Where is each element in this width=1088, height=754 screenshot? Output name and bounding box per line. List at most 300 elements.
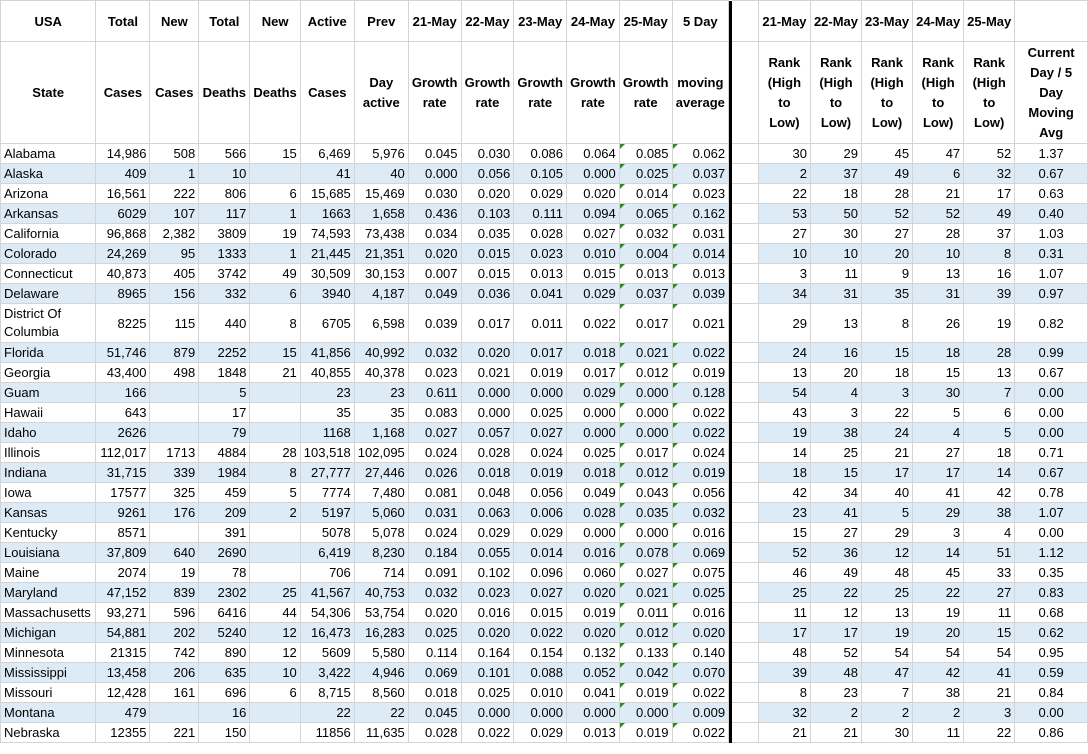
- cell-state[interactable]: Guam: [1, 383, 96, 403]
- cell-g5[interactable]: 0.013: [619, 264, 672, 284]
- cell-new-deaths[interactable]: 10: [250, 663, 300, 683]
- cell-g2[interactable]: 0.164: [461, 643, 514, 663]
- cell-total-deaths[interactable]: 3809: [199, 224, 250, 244]
- cell-active-cases[interactable]: 3940: [300, 284, 354, 304]
- cell-g4[interactable]: 0.013: [567, 723, 620, 743]
- cell-g2[interactable]: 0.020: [461, 184, 514, 204]
- cell-g3[interactable]: 0.022: [514, 623, 567, 643]
- cell-prev-active[interactable]: 714: [354, 563, 408, 583]
- cell-r4[interactable]: 2: [913, 703, 964, 723]
- cell-r3[interactable]: 8: [862, 304, 913, 343]
- cell-total-cases[interactable]: 14,986: [96, 144, 150, 164]
- cell-prev-active[interactable]: 40,753: [354, 583, 408, 603]
- cell-total-deaths[interactable]: 4884: [199, 443, 250, 463]
- cell-r4[interactable]: 26: [913, 304, 964, 343]
- cell-total-cases[interactable]: 13,458: [96, 663, 150, 683]
- cell-active-cases[interactable]: 15,685: [300, 184, 354, 204]
- cell-r1[interactable]: 14: [758, 443, 810, 463]
- cell-prev-active[interactable]: 35: [354, 403, 408, 423]
- cell-ratio[interactable]: 0.78: [1015, 483, 1088, 503]
- cell-ma[interactable]: 0.031: [672, 224, 729, 244]
- cell-r4[interactable]: 10: [913, 244, 964, 264]
- cell-total-deaths[interactable]: 150: [199, 723, 250, 743]
- cell-r3[interactable]: 29: [862, 523, 913, 543]
- cell-r3[interactable]: 20: [862, 244, 913, 264]
- cell-r2[interactable]: 41: [810, 503, 861, 523]
- cell-ma[interactable]: 0.062: [672, 144, 729, 164]
- cell-r2[interactable]: 34: [810, 483, 861, 503]
- cell-g2[interactable]: 0.103: [461, 204, 514, 224]
- cell-g5[interactable]: 0.000: [619, 423, 672, 443]
- cell-total-deaths[interactable]: 459: [199, 483, 250, 503]
- cell-total-cases[interactable]: 409: [96, 164, 150, 184]
- cell-g2[interactable]: 0.030: [461, 144, 514, 164]
- cell-r3[interactable]: 7: [862, 683, 913, 703]
- cell-g5[interactable]: 0.025: [619, 164, 672, 184]
- cell-g4[interactable]: 0.020: [567, 583, 620, 603]
- cell-total-cases[interactable]: 54,881: [96, 623, 150, 643]
- cell-total-deaths[interactable]: 5: [199, 383, 250, 403]
- cell-total-cases[interactable]: 43,400: [96, 363, 150, 383]
- cell-r5[interactable]: 21: [964, 683, 1015, 703]
- cell-r1[interactable]: 18: [758, 463, 810, 483]
- cell-g1[interactable]: 0.083: [408, 403, 461, 423]
- cell-g1[interactable]: 0.032: [408, 343, 461, 363]
- cell-g5[interactable]: 0.085: [619, 144, 672, 164]
- cell-total-cases[interactable]: 96,868: [96, 224, 150, 244]
- cell-r3[interactable]: 5: [862, 503, 913, 523]
- cell-ratio[interactable]: 0.00: [1015, 423, 1088, 443]
- cell-r4[interactable]: 11: [913, 723, 964, 743]
- cell-g3[interactable]: 0.028: [514, 224, 567, 244]
- cell-ratio[interactable]: 0.95: [1015, 643, 1088, 663]
- cell-g4[interactable]: 0.018: [567, 463, 620, 483]
- cell-ma[interactable]: 0.021: [672, 304, 729, 343]
- cell-g1[interactable]: 0.000: [408, 164, 461, 184]
- cell-ma[interactable]: 0.020: [672, 623, 729, 643]
- cell-ma[interactable]: 0.014: [672, 244, 729, 264]
- cell-active-cases[interactable]: 22: [300, 703, 354, 723]
- cell-new-cases[interactable]: 596: [150, 603, 199, 623]
- cell-r4[interactable]: 19: [913, 603, 964, 623]
- cell-r1[interactable]: 25: [758, 583, 810, 603]
- cell-state[interactable]: Kansas: [1, 503, 96, 523]
- cell-g2[interactable]: 0.018: [461, 463, 514, 483]
- cell-total-cases[interactable]: 112,017: [96, 443, 150, 463]
- cell-prev-active[interactable]: 6,598: [354, 304, 408, 343]
- cell-new-cases[interactable]: 1713: [150, 443, 199, 463]
- cell-g1[interactable]: 0.032: [408, 583, 461, 603]
- cell-r1[interactable]: 48: [758, 643, 810, 663]
- cell-ratio[interactable]: 0.67: [1015, 164, 1088, 184]
- cell-g3[interactable]: 0.010: [514, 683, 567, 703]
- cell-g1[interactable]: 0.030: [408, 184, 461, 204]
- cell-ratio[interactable]: 0.00: [1015, 703, 1088, 723]
- cell-ma[interactable]: 0.009: [672, 703, 729, 723]
- cell-r5[interactable]: 18: [964, 443, 1015, 463]
- cell-total-deaths[interactable]: 2252: [199, 343, 250, 363]
- cell-g4[interactable]: 0.000: [567, 523, 620, 543]
- cell-prev-active[interactable]: 40,992: [354, 343, 408, 363]
- cell-r1[interactable]: 24: [758, 343, 810, 363]
- cell-r5[interactable]: 14: [964, 463, 1015, 483]
- cell-g4[interactable]: 0.000: [567, 423, 620, 443]
- cell-ma[interactable]: 0.025: [672, 583, 729, 603]
- cell-new-deaths[interactable]: [250, 723, 300, 743]
- cell-g1[interactable]: 0.031: [408, 503, 461, 523]
- cell-r3[interactable]: 28: [862, 184, 913, 204]
- cell-g4[interactable]: 0.022: [567, 304, 620, 343]
- cell-g1[interactable]: 0.049: [408, 284, 461, 304]
- cell-state[interactable]: Maine: [1, 563, 96, 583]
- cell-g4[interactable]: 0.018: [567, 343, 620, 363]
- cell-total-deaths[interactable]: 890: [199, 643, 250, 663]
- cell-r3[interactable]: 2: [862, 703, 913, 723]
- cell-r5[interactable]: 13: [964, 363, 1015, 383]
- cell-r4[interactable]: 30: [913, 383, 964, 403]
- cell-r1[interactable]: 8: [758, 683, 810, 703]
- cell-prev-active[interactable]: 11,635: [354, 723, 408, 743]
- cell-r2[interactable]: 27: [810, 523, 861, 543]
- cell-g3[interactable]: 0.017: [514, 343, 567, 363]
- cell-new-deaths[interactable]: 5: [250, 483, 300, 503]
- cell-g4[interactable]: 0.000: [567, 164, 620, 184]
- cell-new-cases[interactable]: [150, 703, 199, 723]
- cell-total-cases[interactable]: 47,152: [96, 583, 150, 603]
- cell-new-cases[interactable]: 879: [150, 343, 199, 363]
- cell-ma[interactable]: 0.022: [672, 723, 729, 743]
- cell-r1[interactable]: 10: [758, 244, 810, 264]
- cell-state[interactable]: Connecticut: [1, 264, 96, 284]
- cell-g5[interactable]: 0.133: [619, 643, 672, 663]
- cell-active-cases[interactable]: 103,518: [300, 443, 354, 463]
- cell-active-cases[interactable]: 6,469: [300, 144, 354, 164]
- cell-active-cases[interactable]: 41,856: [300, 343, 354, 363]
- cell-state[interactable]: Arizona: [1, 184, 96, 204]
- cell-new-deaths[interactable]: 19: [250, 224, 300, 244]
- cell-g5[interactable]: 0.035: [619, 503, 672, 523]
- cell-r3[interactable]: 30: [862, 723, 913, 743]
- cell-g5[interactable]: 0.004: [619, 244, 672, 264]
- cell-active-cases[interactable]: 1168: [300, 423, 354, 443]
- cell-new-deaths[interactable]: 12: [250, 623, 300, 643]
- cell-g5[interactable]: 0.000: [619, 523, 672, 543]
- cell-g4[interactable]: 0.064: [567, 144, 620, 164]
- cell-g5[interactable]: 0.043: [619, 483, 672, 503]
- cell-r5[interactable]: 39: [964, 284, 1015, 304]
- cell-r2[interactable]: 48: [810, 663, 861, 683]
- cell-r4[interactable]: 15: [913, 363, 964, 383]
- cell-total-deaths[interactable]: 1333: [199, 244, 250, 264]
- cell-g4[interactable]: 0.029: [567, 383, 620, 403]
- cell-r1[interactable]: 23: [758, 503, 810, 523]
- cell-total-cases[interactable]: 51,746: [96, 343, 150, 363]
- cell-ratio[interactable]: 0.71: [1015, 443, 1088, 463]
- cell-g2[interactable]: 0.016: [461, 603, 514, 623]
- cell-ratio[interactable]: 1.03: [1015, 224, 1088, 244]
- cell-r2[interactable]: 21: [810, 723, 861, 743]
- cell-new-deaths[interactable]: 6: [250, 284, 300, 304]
- cell-prev-active[interactable]: 4,946: [354, 663, 408, 683]
- cell-g3[interactable]: 0.000: [514, 383, 567, 403]
- cell-total-deaths[interactable]: 16: [199, 703, 250, 723]
- cell-new-deaths[interactable]: 28: [250, 443, 300, 463]
- cell-g3[interactable]: 0.096: [514, 563, 567, 583]
- cell-g1[interactable]: 0.020: [408, 244, 461, 264]
- cell-ma[interactable]: 0.128: [672, 383, 729, 403]
- cell-g4[interactable]: 0.094: [567, 204, 620, 224]
- cell-g1[interactable]: 0.007: [408, 264, 461, 284]
- cell-r4[interactable]: 28: [913, 224, 964, 244]
- cell-r3[interactable]: 24: [862, 423, 913, 443]
- cell-r1[interactable]: 19: [758, 423, 810, 443]
- cell-total-deaths[interactable]: 332: [199, 284, 250, 304]
- cell-active-cases[interactable]: 27,777: [300, 463, 354, 483]
- cell-state[interactable]: California: [1, 224, 96, 244]
- cell-r1[interactable]: 52: [758, 543, 810, 563]
- cell-r1[interactable]: 3: [758, 264, 810, 284]
- cell-total-cases[interactable]: 6029: [96, 204, 150, 224]
- cell-g3[interactable]: 0.011: [514, 304, 567, 343]
- cell-new-deaths[interactable]: 1: [250, 244, 300, 264]
- cell-r5[interactable]: 54: [964, 643, 1015, 663]
- cell-r2[interactable]: 31: [810, 284, 861, 304]
- cell-g1[interactable]: 0.024: [408, 443, 461, 463]
- cell-state[interactable]: Alabama: [1, 144, 96, 164]
- cell-ratio[interactable]: 0.00: [1015, 383, 1088, 403]
- cell-ratio[interactable]: 1.07: [1015, 503, 1088, 523]
- cell-prev-active[interactable]: 1,658: [354, 204, 408, 224]
- cell-r3[interactable]: 21: [862, 443, 913, 463]
- cell-active-cases[interactable]: 35: [300, 403, 354, 423]
- cell-total-deaths[interactable]: 391: [199, 523, 250, 543]
- cell-r5[interactable]: 42: [964, 483, 1015, 503]
- cell-new-cases[interactable]: 640: [150, 543, 199, 563]
- cell-total-cases[interactable]: 8571: [96, 523, 150, 543]
- cell-state[interactable]: Delaware: [1, 284, 96, 304]
- cell-new-deaths[interactable]: [250, 164, 300, 184]
- cell-r3[interactable]: 40: [862, 483, 913, 503]
- cell-r5[interactable]: 32: [964, 164, 1015, 184]
- cell-r4[interactable]: 47: [913, 144, 964, 164]
- cell-r1[interactable]: 29: [758, 304, 810, 343]
- cell-r4[interactable]: 52: [913, 204, 964, 224]
- cell-g4[interactable]: 0.020: [567, 184, 620, 204]
- cell-new-cases[interactable]: 1: [150, 164, 199, 184]
- cell-g2[interactable]: 0.017: [461, 304, 514, 343]
- cell-ratio[interactable]: 0.99: [1015, 343, 1088, 363]
- cell-new-cases[interactable]: 742: [150, 643, 199, 663]
- cell-g3[interactable]: 0.086: [514, 144, 567, 164]
- cell-state[interactable]: Montana: [1, 703, 96, 723]
- cell-g2[interactable]: 0.000: [461, 383, 514, 403]
- cell-active-cases[interactable]: 6,419: [300, 543, 354, 563]
- cell-g4[interactable]: 0.015: [567, 264, 620, 284]
- cell-active-cases[interactable]: 5197: [300, 503, 354, 523]
- cell-r5[interactable]: 6: [964, 403, 1015, 423]
- cell-state[interactable]: Massachusetts: [1, 603, 96, 623]
- cell-new-cases[interactable]: 508: [150, 144, 199, 164]
- cell-active-cases[interactable]: 1663: [300, 204, 354, 224]
- cell-total-deaths[interactable]: 6416: [199, 603, 250, 623]
- cell-r4[interactable]: 22: [913, 583, 964, 603]
- cell-state[interactable]: Iowa: [1, 483, 96, 503]
- cell-r3[interactable]: 19: [862, 623, 913, 643]
- cell-prev-active[interactable]: 53,754: [354, 603, 408, 623]
- cell-r1[interactable]: 46: [758, 563, 810, 583]
- cell-new-deaths[interactable]: 6: [250, 683, 300, 703]
- cell-total-deaths[interactable]: 3742: [199, 264, 250, 284]
- cell-ratio[interactable]: 0.67: [1015, 363, 1088, 383]
- cell-r1[interactable]: 53: [758, 204, 810, 224]
- cell-g4[interactable]: 0.025: [567, 443, 620, 463]
- cell-r5[interactable]: 51: [964, 543, 1015, 563]
- cell-r5[interactable]: 38: [964, 503, 1015, 523]
- cell-r3[interactable]: 45: [862, 144, 913, 164]
- cell-g3[interactable]: 0.154: [514, 643, 567, 663]
- cell-g3[interactable]: 0.024: [514, 443, 567, 463]
- cell-active-cases[interactable]: 40,855: [300, 363, 354, 383]
- cell-ratio[interactable]: 0.86: [1015, 723, 1088, 743]
- cell-g4[interactable]: 0.027: [567, 224, 620, 244]
- cell-prev-active[interactable]: 23: [354, 383, 408, 403]
- cell-ratio[interactable]: 0.40: [1015, 204, 1088, 224]
- cell-r2[interactable]: 12: [810, 603, 861, 623]
- cell-active-cases[interactable]: 7774: [300, 483, 354, 503]
- cell-total-cases[interactable]: 2074: [96, 563, 150, 583]
- cell-prev-active[interactable]: 7,480: [354, 483, 408, 503]
- cell-r1[interactable]: 13: [758, 363, 810, 383]
- cell-r5[interactable]: 19: [964, 304, 1015, 343]
- cell-total-deaths[interactable]: 635: [199, 663, 250, 683]
- cell-g3[interactable]: 0.013: [514, 264, 567, 284]
- cell-g1[interactable]: 0.034: [408, 224, 461, 244]
- cell-total-cases[interactable]: 24,269: [96, 244, 150, 264]
- cell-new-deaths[interactable]: 8: [250, 463, 300, 483]
- cell-g5[interactable]: 0.011: [619, 603, 672, 623]
- cell-new-deaths[interactable]: 2: [250, 503, 300, 523]
- cell-new-cases[interactable]: [150, 423, 199, 443]
- cell-r1[interactable]: 43: [758, 403, 810, 423]
- cell-state[interactable]: Colorado: [1, 244, 96, 264]
- cell-total-deaths[interactable]: 79: [199, 423, 250, 443]
- cell-ma[interactable]: 0.069: [672, 543, 729, 563]
- cell-prev-active[interactable]: 16,283: [354, 623, 408, 643]
- cell-prev-active[interactable]: 5,078: [354, 523, 408, 543]
- cell-r1[interactable]: 42: [758, 483, 810, 503]
- cell-g5[interactable]: 0.019: [619, 723, 672, 743]
- cell-state[interactable]: District Of Columbia: [1, 304, 96, 343]
- cell-g3[interactable]: 0.088: [514, 663, 567, 683]
- cell-active-cases[interactable]: 30,509: [300, 264, 354, 284]
- cell-r2[interactable]: 2: [810, 703, 861, 723]
- cell-g5[interactable]: 0.000: [619, 703, 672, 723]
- cell-state[interactable]: Louisiana: [1, 543, 96, 563]
- cell-prev-active[interactable]: 5,580: [354, 643, 408, 663]
- cell-ratio[interactable]: 1.12: [1015, 543, 1088, 563]
- cell-r4[interactable]: 18: [913, 343, 964, 363]
- cell-g1[interactable]: 0.114: [408, 643, 461, 663]
- cell-r5[interactable]: 27: [964, 583, 1015, 603]
- cell-new-deaths[interactable]: 1: [250, 204, 300, 224]
- cell-r2[interactable]: 3: [810, 403, 861, 423]
- cell-prev-active[interactable]: 1,168: [354, 423, 408, 443]
- cell-g1[interactable]: 0.028: [408, 723, 461, 743]
- cell-r5[interactable]: 33: [964, 563, 1015, 583]
- cell-r4[interactable]: 5: [913, 403, 964, 423]
- cell-active-cases[interactable]: 16,473: [300, 623, 354, 643]
- cell-new-cases[interactable]: 156: [150, 284, 199, 304]
- cell-active-cases[interactable]: 6705: [300, 304, 354, 343]
- cell-active-cases[interactable]: 5609: [300, 643, 354, 663]
- cell-r2[interactable]: 38: [810, 423, 861, 443]
- cell-total-cases[interactable]: 31,715: [96, 463, 150, 483]
- cell-r3[interactable]: 17: [862, 463, 913, 483]
- cell-g3[interactable]: 0.029: [514, 184, 567, 204]
- cell-g1[interactable]: 0.023: [408, 363, 461, 383]
- cell-r3[interactable]: 35: [862, 284, 913, 304]
- cell-total-deaths[interactable]: 117: [199, 204, 250, 224]
- cell-total-deaths[interactable]: 696: [199, 683, 250, 703]
- cell-total-deaths[interactable]: 806: [199, 184, 250, 204]
- cell-g3[interactable]: 0.027: [514, 423, 567, 443]
- cell-r4[interactable]: 4: [913, 423, 964, 443]
- cell-r2[interactable]: 11: [810, 264, 861, 284]
- cell-ma[interactable]: 0.022: [672, 683, 729, 703]
- cell-r1[interactable]: 21: [758, 723, 810, 743]
- cell-r5[interactable]: 3: [964, 703, 1015, 723]
- cell-ratio[interactable]: 0.83: [1015, 583, 1088, 603]
- cell-new-cases[interactable]: 115: [150, 304, 199, 343]
- cell-g2[interactable]: 0.020: [461, 343, 514, 363]
- cell-ma[interactable]: 0.022: [672, 423, 729, 443]
- cell-r1[interactable]: 27: [758, 224, 810, 244]
- cell-new-deaths[interactable]: [250, 703, 300, 723]
- cell-r1[interactable]: 17: [758, 623, 810, 643]
- cell-g4[interactable]: 0.000: [567, 403, 620, 423]
- cell-r2[interactable]: 25: [810, 443, 861, 463]
- cell-g2[interactable]: 0.015: [461, 244, 514, 264]
- cell-r3[interactable]: 47: [862, 663, 913, 683]
- cell-ratio[interactable]: 0.68: [1015, 603, 1088, 623]
- cell-g1[interactable]: 0.611: [408, 383, 461, 403]
- cell-g5[interactable]: 0.014: [619, 184, 672, 204]
- cell-new-deaths[interactable]: [250, 423, 300, 443]
- cell-prev-active[interactable]: 73,438: [354, 224, 408, 244]
- cell-ratio[interactable]: 0.63: [1015, 184, 1088, 204]
- cell-new-deaths[interactable]: 6: [250, 184, 300, 204]
- cell-g2[interactable]: 0.000: [461, 403, 514, 423]
- cell-g3[interactable]: 0.029: [514, 523, 567, 543]
- cell-ratio[interactable]: 0.97: [1015, 284, 1088, 304]
- cell-total-deaths[interactable]: 10: [199, 164, 250, 184]
- cell-ma[interactable]: 0.022: [672, 343, 729, 363]
- cell-g4[interactable]: 0.060: [567, 563, 620, 583]
- cell-r2[interactable]: 36: [810, 543, 861, 563]
- cell-new-deaths[interactable]: [250, 403, 300, 423]
- cell-r4[interactable]: 45: [913, 563, 964, 583]
- cell-ma[interactable]: 0.019: [672, 463, 729, 483]
- cell-g5[interactable]: 0.000: [619, 403, 672, 423]
- cell-total-cases[interactable]: 16,561: [96, 184, 150, 204]
- cell-ratio[interactable]: 0.00: [1015, 403, 1088, 423]
- cell-ma[interactable]: 0.075: [672, 563, 729, 583]
- cell-total-deaths[interactable]: 78: [199, 563, 250, 583]
- cell-active-cases[interactable]: 41,567: [300, 583, 354, 603]
- cell-r5[interactable]: 7: [964, 383, 1015, 403]
- cell-r2[interactable]: 50: [810, 204, 861, 224]
- cell-new-cases[interactable]: 339: [150, 463, 199, 483]
